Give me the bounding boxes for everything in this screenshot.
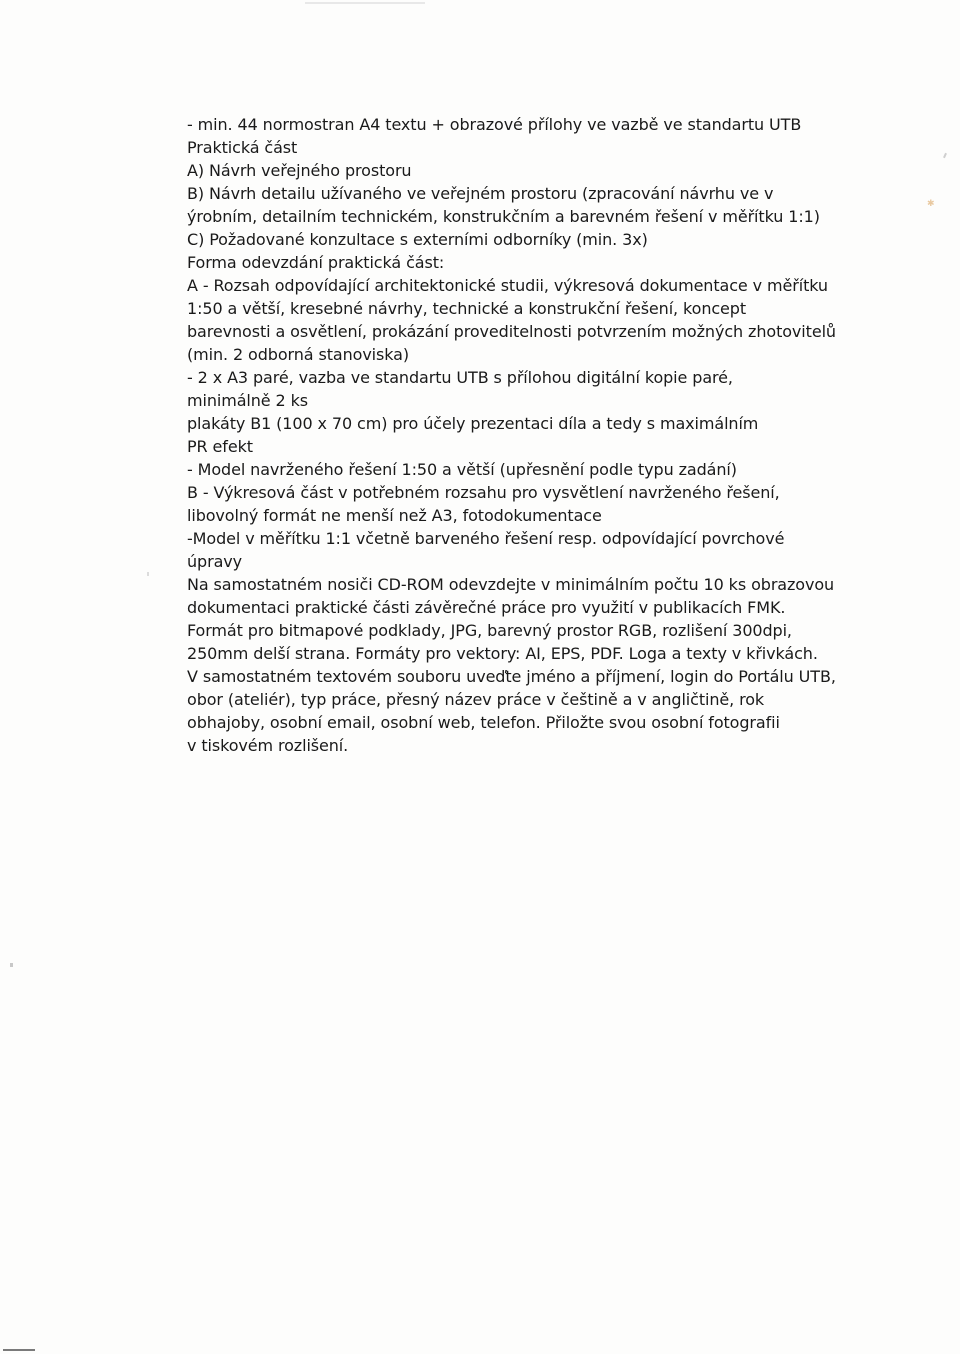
text-line: (min. 2 odborná stanoviska) — [187, 345, 409, 364]
text-line: - 2 x A3 paré, vazba ve standartu UTB s přílohou digitální kopie paré, — [187, 368, 733, 387]
scan-speck — [10, 963, 13, 967]
text-line: ýrobním, detailním technickém, konstrukčním a barevném řešení v měřítku 1:1) — [187, 207, 820, 226]
scan-artifact — [305, 2, 425, 4]
text-line: libovolný formát ne menší než A3, fotodokumentace — [187, 506, 602, 525]
text-line: C) Požadované konzultace s externími odborníky (min. 3x) — [187, 230, 648, 249]
scan-speck — [147, 572, 149, 576]
text-line: B) Návrh detailu užívaného ve veřejném prostoru (zpracování návrhu ve v — [187, 184, 774, 203]
text-line: 250mm delší strana. Formáty pro vektory: AI, EPS, PDF. Loga a texty v křivkách. — [187, 644, 818, 663]
text-line: v tiskovém rozlišení. — [187, 736, 349, 755]
text-line: A - Rozsah odpovídající architektonické studii, výkresová dokumentace v měřítku — [187, 276, 828, 295]
text-line: - Model navrženého řešení 1:50 a větší (upřesnění podle typu zadání) — [187, 460, 737, 479]
text-line: dokumentaci praktické části závěrečné práce pro využití v publikacích FMK. — [187, 598, 786, 617]
text-line: Formát pro bitmapové podklady, JPG, barevný prostor RGB, rozlišení 300dpi, — [187, 621, 792, 640]
text-line: B - Výkresová část v potřebném rozsahu pro vysvětlení navrženého řešení, — [187, 483, 780, 502]
text-line: PR efekt — [187, 437, 253, 456]
section-heading: Forma odevzdání praktická část: — [187, 253, 445, 272]
text-line: obor (ateliér), typ práce, přesný název práce v češtině a v angličtině, rok — [187, 690, 765, 709]
text-line: úpravy — [187, 552, 243, 571]
text-line: V samostatném textovém souboru uveďte jméno a příjmení, login do Portálu UTB, — [187, 667, 836, 686]
text-line: plakáty B1 (100 x 70 cm) pro účely prezentaci díla a tedy s maximálním — [187, 414, 759, 433]
text-line: - min. 44 normostran A4 textu + obrazové přílohy ve vazbě ve standartu UTB — [187, 115, 802, 134]
scan-speck: ✱ — [927, 199, 935, 209]
section-heading: Praktická část — [187, 138, 298, 157]
scan-edge-line — [3, 1349, 35, 1351]
text-line: A) Návrh veřejného prostoru — [187, 161, 412, 180]
text-line: minimálně 2 ks — [187, 391, 308, 410]
text-line: 1:50 a větší, kresebné návrhy, technické a konstrukční řešení, koncept — [187, 299, 747, 318]
text-line: barevnosti a osvětlení, prokázání proveditelnosti potvrzením možných zhotovitelů — [187, 322, 836, 341]
document-body — [187, 113, 837, 757]
text-line: Na samostatném nosiči CD-ROM odevzdejte v minimálním počtu 10 ks obrazovou — [187, 575, 835, 594]
text-line: -Model v měřítku 1:1 včetně barveného řešení resp. odpovídající povrchové — [187, 529, 785, 548]
scan-speck — [943, 153, 947, 158]
text-line: obhajoby, osobní email, osobní web, telefon. Přiložte svou osobní fotografii — [187, 713, 780, 732]
